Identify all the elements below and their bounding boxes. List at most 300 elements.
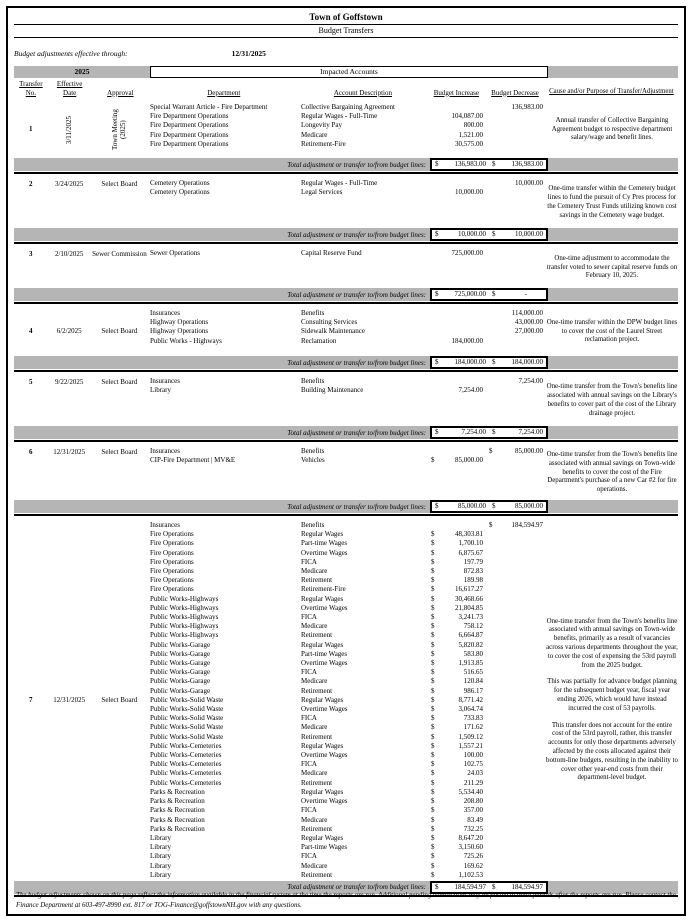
budget-decrease-cell [486,733,546,742]
budget-increase-cell [428,723,486,732]
account-row [148,179,546,188]
budget-increase-cell [428,585,486,594]
budget-increase-cell [428,576,486,585]
account-description-cell: Retirement [300,778,333,787]
amount: 10,000.00 [514,179,543,187]
dollar-sign: $ [430,640,435,649]
dollar-sign: $ [430,769,435,778]
col-header-decrease: Budget Decrease [491,88,539,97]
department-cell: Cemetery Operations [149,188,210,197]
budget-increase-cell [428,696,486,705]
account-row [148,760,546,769]
transfer-approval: Sewer Commission [92,250,147,258]
budget-decrease-cell [486,549,546,558]
department-cell: Public Works-Garage [149,659,211,668]
account-row [148,595,546,604]
account-row [148,103,546,112]
amount: 725,000.00 [454,290,486,298]
department-cell: Insurances [149,377,180,385]
account-row [148,825,546,834]
department-cell: Public Works-Cemeteries [149,751,222,760]
dollar-sign: $ [430,815,435,824]
budget-decrease-cell [486,622,546,631]
effective-date-value: 12/31/2025 [231,48,266,58]
amount: 7,254.00 [518,377,543,385]
account-description-cell: FICA [300,668,317,677]
amount: 43,000.00 [514,318,543,327]
purpose-paragraph: One-time transfer from the Town's benefits line associated with annual savings on the Library's benefits to cover part of the cost of the Library drainage project. [546,383,678,417]
purpose-paragraph: This was partially for advance budget planning for the subsequent budget year, fiscal year ending 2026, which would have instead incurred the cost of 53 payrolls. [547,678,677,712]
department-cell: Parks & Recreation [149,815,205,824]
budget-increase-cell [428,751,486,760]
account-description-cell: Medicare [300,677,328,686]
year-band: 2025 [14,66,150,78]
transfer-main [14,309,678,355]
budget-decrease-cell [486,318,546,327]
budget-decrease-cell [486,386,546,395]
account-row [148,788,546,797]
dollar-sign: $ [430,843,435,852]
dollar-sign: $ [430,539,435,548]
amount: 169.62 [463,861,483,870]
account-row [148,641,546,650]
account-row [148,576,546,585]
total-row [14,288,678,301]
budget-increase-cell [428,659,486,668]
budget-increase-cell [428,622,486,631]
budget-increase-cell [428,668,486,677]
amount: 85,000.00 [515,502,543,510]
purpose-text [546,447,678,499]
total-row [14,356,678,369]
budget-decrease-cell [486,249,546,258]
total-increase [432,358,489,367]
account-description-cell: Retirement-Fire [300,585,346,594]
effective-row [14,47,678,59]
account-row [148,377,546,386]
budget-decrease-cell [486,760,546,769]
total-label: Total adjustment or transfer to/from budget lines: [287,358,426,367]
budget-decrease-cell [486,558,546,567]
dollar-sign: $ [430,833,435,842]
total-row [14,158,678,171]
account-row [148,806,546,815]
amount: 30,575.00 [454,139,483,148]
account-description-cell: Reclamation [300,336,337,345]
amount: 1,521.00 [458,130,483,139]
dollar-sign: $ [430,567,435,576]
budget-increase-cell [428,825,486,834]
account-description-cell: Part-time Wages [300,539,348,548]
account-row [148,622,546,631]
account-description-cell: Regular Wages [300,594,344,603]
budget-increase-cell [428,779,486,788]
budget-decrease-cell [486,834,546,843]
department-cell: Fire Department Operations [149,112,229,121]
account-row [148,733,546,742]
transfer-section [14,309,678,372]
dollar-sign: $ [430,797,435,806]
page-subtitle: Budget Transfers [318,26,374,35]
budget-decrease-cell [486,447,546,456]
department-cell: Sewer Operations [149,249,200,257]
dollar-sign: $ [430,603,435,612]
account-description-cell: Medicare [300,130,328,139]
account-row [148,668,546,677]
department-cell: Special Warrant Article - Fire Department [149,103,268,111]
total-row [14,228,678,241]
dollar-sign: $ [430,668,435,677]
budget-decrease-cell [486,696,546,705]
account-description-cell: Vehicles [300,456,325,465]
department-cell: Public Works-Solid Waste [149,695,224,704]
budget-increase-cell [428,549,486,558]
transfer-section [14,179,678,244]
amount: 872.83 [463,567,483,576]
account-description-cell: Overtime Wages [300,751,348,760]
amount: 7,254.00 [518,428,543,436]
amount: 136,983.00 [511,160,543,168]
total-gray-filler [548,288,678,301]
amount: 8,647.20 [458,833,483,842]
total-decrease [489,230,546,239]
section-divider [14,172,678,174]
amount: 48,303.81 [454,530,483,539]
account-row [148,797,546,806]
dollar-sign: $ [430,659,435,668]
budget-decrease-cell [486,871,546,880]
purpose-text [546,103,678,157]
account-description-cell: Regular Wages [300,787,344,796]
account-row [148,687,546,696]
budget-increase-cell [428,521,486,530]
department-cell: Public Works-Highways [149,613,219,622]
amount: 725.26 [463,852,483,861]
effective-label: Budget adjustments effective through: [14,48,128,58]
budget-increase-cell [428,797,486,806]
account-row [148,249,546,258]
total-increase [432,160,489,169]
budget-decrease-cell [486,659,546,668]
col-header-approval: Approval [107,88,134,97]
total-gray-filler [548,158,678,171]
total-amounts-box [430,228,548,241]
purpose-text [546,377,678,425]
budget-decrease-cell [486,862,546,871]
account-row [148,650,546,659]
account-description-cell: Retirement [300,870,333,879]
amount: 10,000.00 [454,188,483,197]
department-cell: Fire Operations [149,567,194,576]
budget-increase-cell [428,327,486,336]
budget-decrease-cell [486,797,546,806]
account-row [148,604,546,613]
budget-decrease-cell [486,377,546,386]
divider [14,24,678,25]
budget-decrease-cell [486,852,546,861]
dollar-sign: $ [430,649,435,658]
dollar-sign: $ [492,428,496,436]
account-row [148,558,546,567]
department-cell: Fire Operations [149,576,194,585]
account-rows [148,521,546,880]
budget-decrease-cell [486,650,546,659]
amount: 10,000.00 [458,230,486,238]
dollar-sign: $ [430,806,435,815]
budget-increase-cell [428,769,486,778]
transfer-number: 5 [29,378,33,386]
transfer-approval: Select Board [101,378,138,386]
dollar-sign: $ [488,447,493,455]
account-row [148,613,546,622]
budget-increase-cell [428,631,486,640]
account-row [148,723,546,732]
dollar-sign: $ [430,861,435,870]
account-description-cell: FICA [300,806,317,815]
budget-increase-cell [428,604,486,613]
account-row [148,769,546,778]
department-cell: Highway Operations [149,318,209,327]
budget-increase-cell [428,131,486,140]
total-amounts-box [430,356,548,369]
account-description-cell: Regular Wages - Full-Time [300,179,378,187]
budget-decrease-cell [486,631,546,640]
account-description-cell: Overtime Wages [300,659,348,668]
budget-increase-cell [428,539,486,548]
account-row [148,327,546,336]
purpose-text [546,309,678,355]
budget-increase-cell [428,871,486,880]
amount: 85,000.00 [458,502,486,510]
dollar-sign: $ [435,160,439,168]
amount: 24.03 [467,769,483,778]
purpose-paragraph: This transfer does not account for the entire cost of the 53rd payroll, rather, this transfer accounts for only those departments adversely affected by the costs allocated against their bottom-line budgets, resulting in the inability to cover other year-end costs from their department-level budget. [546,721,678,782]
budget-increase-cell [428,377,486,386]
section-divider [14,370,678,372]
department-cell: Insurances [149,309,180,317]
budget-decrease-cell [486,668,546,677]
amount: 114,000.00 [511,309,543,317]
amount: 516.65 [463,668,483,677]
budget-decrease-cell [486,687,546,696]
budget-increase-cell [428,188,486,197]
budget-decrease-cell [486,530,546,539]
department-cell: Public Works-Highways [149,622,219,631]
dollar-sign: $ [430,732,435,741]
account-description-cell: Retirement [300,732,333,741]
transfer-main [14,249,678,287]
department-cell: Public Works-Solid Waste [149,732,224,741]
department-cell: Fire Department Operations [149,121,229,130]
amount: 1,700.10 [458,539,483,548]
department-cell: Public Works-Highways [149,594,219,603]
dollar-sign: $ [430,695,435,704]
account-row [148,871,546,880]
budget-increase-cell [428,843,486,852]
total-increase [432,428,489,437]
dollar-sign: $ [430,613,435,622]
account-row [148,447,546,456]
purpose-paragraph: Annual transfer of Collective Bargaining Agreement budget to respective department salary/wage and benefit lines. [551,116,673,142]
department-cell: Insurances [149,447,180,455]
account-description-cell: Regular Wages [300,695,344,704]
total-decrease [489,428,546,437]
transfer-sections [14,103,678,897]
department-cell: Fire Department Operations [149,130,229,139]
dollar-sign: $ [430,760,435,769]
budget-increase-cell [428,650,486,659]
account-row [148,188,546,197]
amount: 732.25 [463,824,483,833]
department-cell: Public Works-Cemeteries [149,741,222,750]
budget-decrease-cell [486,456,546,465]
account-row [148,585,546,594]
dollar-sign: $ [430,677,435,686]
account-description-cell: Part-time Wages [300,649,348,658]
total-row [14,426,678,439]
total-gray-filler [548,500,678,513]
account-description-cell: Benefits [300,309,325,317]
dollar-sign: $ [430,548,435,557]
transfer-main [14,103,678,157]
budget-decrease-cell [486,677,546,686]
total-label: Total adjustment or transfer to/from budget lines: [287,428,426,437]
account-row [148,816,546,825]
account-description-cell: Building Maintenance [300,386,364,395]
budget-increase-cell [428,179,486,188]
department-cell: Fire Operations [149,557,194,566]
amount: 102.75 [463,760,483,769]
amount: 184,000.00 [454,358,486,366]
total-decrease [489,502,546,511]
budget-increase-cell [428,567,486,576]
budget-decrease-cell [486,604,546,613]
amount: 136,983.00 [511,103,543,111]
budget-decrease-cell [486,613,546,622]
account-row [148,521,546,530]
account-rows [148,309,546,355]
budget-decrease-cell [486,121,546,130]
department-cell: Public Works-Cemeteries [149,769,222,778]
purpose-paragraph: One-time transfer from the Town's benefits line associated with annual savings on Town-wide benefits, primarily as a result of vacancies across various departments throughout the year, to cover the cost of expensing the 53rd payroll from the 2025 budget. [546,617,678,669]
budget-decrease-cell [486,140,546,149]
band-row [14,66,678,78]
column-headers [14,80,678,98]
department-cell: Public Works-Garage [149,668,211,677]
account-description-cell: Sidewalk Maintenance [300,327,365,336]
budget-decrease-cell [486,641,546,650]
col-header-transfer-no: Transfer No. [19,80,43,97]
budget-decrease-cell [486,816,546,825]
department-cell: Cemetery Operations [149,179,210,187]
col-header-increase: Budget Increase [433,88,479,97]
amount: 733.83 [463,714,483,723]
account-row [148,843,546,852]
account-row [148,834,546,843]
budget-decrease-cell [486,103,546,112]
budget-decrease-cell [486,769,546,778]
amount: 136,983.00 [454,160,486,168]
budget-increase-cell [428,687,486,696]
amount: 7,254.00 [458,386,483,395]
col-header-cause: Cause and/or Purpose of Transfer/Adjustment [549,88,674,96]
budget-increase-cell [428,641,486,650]
account-row [148,779,546,788]
transfer-date: 3/24/2025 [54,180,84,188]
amount: 27,000.00 [514,327,543,336]
budget-increase-cell [428,112,486,121]
department-cell: Public Works-Garage [149,649,211,658]
transfer-approval: Select Board [101,695,138,704]
department-cell: Fire Operations [149,548,194,557]
department-cell: Parks & Recreation [149,806,205,815]
amount: 120.84 [463,677,483,686]
dollar-sign: $ [492,502,496,510]
account-description-cell: Regular Wages [300,530,344,539]
amount: 184,000.00 [511,358,543,366]
amount: 85,000.00 [454,456,483,465]
dollar-sign: $ [435,882,439,891]
page-title: Town of Goffstown [309,12,383,22]
budget-increase-cell [428,121,486,130]
section-divider [14,440,678,442]
budget-increase-cell [428,249,486,258]
purpose-text [546,521,678,880]
transfer-number: 2 [29,180,33,188]
budget-decrease-cell [486,188,546,197]
total-gray-filler [548,426,678,439]
account-description-cell: Part-time Wages [300,843,348,852]
account-description-cell: Retirement [300,576,333,585]
report-content [8,8,684,897]
amount: 583.80 [463,649,483,658]
transfer-number: 4 [29,327,33,336]
account-description-cell: FICA [300,613,317,622]
total-increase [432,290,489,299]
account-description-cell: Legal Services [300,188,343,197]
account-row [148,121,546,130]
department-cell: Library [149,861,171,870]
budget-increase-cell [428,386,486,395]
dollar-sign: $ [430,870,435,879]
department-cell: Public Works-Highways [149,603,219,612]
amount: 85,000.00 [514,447,543,455]
total-decrease [489,290,546,299]
dollar-sign: $ [430,751,435,760]
amount: 189.98 [463,576,483,585]
department-cell: Fire Operations [149,530,194,539]
dollar-sign: $ [430,714,435,723]
department-cell: Public Works-Cemeteries [149,778,222,787]
dollar-sign: $ [492,290,496,298]
dollar-sign: $ [492,230,496,238]
right-gray-band [548,66,678,78]
account-row [148,862,546,871]
budget-decrease-cell [486,337,546,346]
budget-decrease-cell [486,788,546,797]
budget-increase-cell [428,834,486,843]
transfer-date: 9/22/2025 [54,378,84,386]
account-row [148,742,546,751]
department-cell: Parks & Recreation [149,797,205,806]
total-gray-filler [548,228,678,241]
account-row [148,852,546,861]
transfer-number: 6 [29,448,33,456]
amount: 10,000.00 [515,230,543,238]
transfer-main [14,179,678,227]
department-cell: Fire Operations [149,539,194,548]
dollar-sign: $ [488,521,493,529]
